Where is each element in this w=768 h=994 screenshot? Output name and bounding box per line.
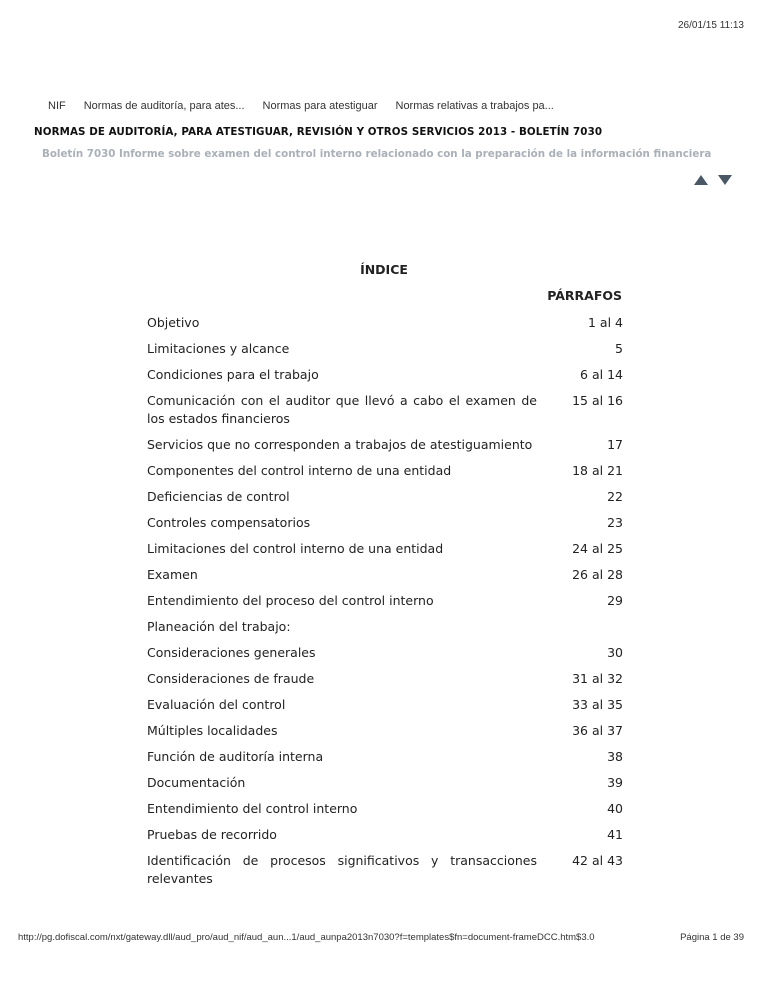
toc-row bbox=[147, 796, 623, 822]
toc-entry-paragraphs: 31 al 32 bbox=[572, 671, 623, 686]
toc-row bbox=[147, 744, 623, 770]
toc-entry-label: Documentación bbox=[147, 775, 246, 790]
toc-row bbox=[147, 536, 623, 562]
toc-entry-paragraphs: 17 bbox=[607, 437, 623, 452]
toc-entry-label: Identificación de procesos significativos y transacciones relevantes bbox=[147, 853, 537, 886]
toc-entry-paragraphs: 24 al 25 bbox=[572, 541, 623, 556]
toc-row bbox=[147, 666, 623, 692]
document-navigation bbox=[693, 172, 733, 188]
toc-entry-paragraphs: 39 bbox=[607, 775, 623, 790]
toc-entry-label: Evaluación del control bbox=[147, 697, 286, 712]
toc-entry-label: Componentes del control interno de una entidad bbox=[147, 463, 452, 478]
toc-row bbox=[147, 310, 623, 336]
toc-entry-label: Entendimiento del proceso del control interno bbox=[147, 593, 434, 608]
index-title-text: ÍNDICE bbox=[360, 262, 408, 277]
breadcrumb-item-normas-trabajos[interactable]: Normas relativas a trabajos pa... bbox=[395, 100, 554, 112]
document-subtitle: Boletín 7030 Informe sobre examen del control interno relacionado con la preparación de la información financiera bbox=[42, 148, 712, 160]
print-timestamp: 26/01/15 11:13 bbox=[678, 20, 744, 31]
toc-row bbox=[147, 640, 623, 666]
toc-entry-paragraphs: 23 bbox=[607, 515, 623, 530]
toc-entry-label: Consideraciones de fraude bbox=[147, 671, 315, 686]
toc-row bbox=[147, 432, 623, 458]
toc-entry-paragraphs: 33 al 35 bbox=[572, 697, 623, 712]
toc-entry-paragraphs: 15 al 16 bbox=[572, 393, 623, 408]
toc-entry-paragraphs: 5 bbox=[615, 341, 623, 356]
toc-entry-label: Función de auditoría interna bbox=[147, 749, 324, 764]
toc-entry-label: Limitaciones del control interno de una entidad bbox=[147, 541, 444, 556]
index-title bbox=[0, 262, 768, 277]
toc-entry-label: Comunicación con el auditor que llevó a cabo el examen de los estados financieros bbox=[147, 393, 537, 426]
toc-entry-label: Condiciones para el trabajo bbox=[147, 367, 319, 382]
toc-row bbox=[147, 484, 623, 510]
breadcrumb-item-normas-atestiguar[interactable]: Normas para atestiguar bbox=[262, 100, 378, 112]
breadcrumb-item-nif[interactable]: NIF bbox=[48, 100, 66, 112]
triangle-down-icon[interactable] bbox=[717, 172, 733, 188]
toc-entry-paragraphs: 26 al 28 bbox=[572, 567, 623, 582]
toc-entry-paragraphs: 6 al 14 bbox=[580, 367, 623, 382]
toc-row bbox=[147, 614, 623, 640]
toc-entry-label: Deficiencias de control bbox=[147, 489, 290, 504]
table-of-contents bbox=[147, 310, 623, 892]
toc-entry-label: Pruebas de recorrido bbox=[147, 827, 277, 842]
toc-entry-label: Planeación del trabajo: bbox=[147, 619, 291, 634]
toc-row bbox=[147, 562, 623, 588]
toc-row bbox=[147, 510, 623, 536]
toc-row bbox=[147, 770, 623, 796]
toc-row bbox=[147, 458, 623, 484]
toc-row bbox=[147, 336, 623, 362]
toc-entry-label: Examen bbox=[147, 567, 198, 582]
toc-entry-label: Múltiples localidades bbox=[147, 723, 278, 738]
toc-row bbox=[147, 388, 623, 432]
toc-entry-paragraphs: 1 al 4 bbox=[588, 315, 623, 330]
toc-row bbox=[147, 718, 623, 744]
toc-entry-label: Servicios que no corresponden a trabajos de atestiguamiento bbox=[147, 437, 533, 452]
toc-entry-label: Consideraciones generales bbox=[147, 645, 316, 660]
book-title: NORMAS DE AUDITORÍA, PARA ATESTIGUAR, REVISIÓN Y OTROS SERVICIOS 2013 - BOLETÍN 7030 bbox=[34, 126, 603, 138]
toc-entry-paragraphs: 30 bbox=[607, 645, 623, 660]
breadcrumb-item-normas-auditoria[interactable]: Normas de auditoría, para ates... bbox=[83, 100, 245, 112]
triangle-up-icon[interactable] bbox=[693, 172, 709, 188]
toc-entry-paragraphs: 41 bbox=[607, 827, 623, 842]
toc-entry-paragraphs: 38 bbox=[607, 749, 623, 764]
toc-entry-paragraphs: 40 bbox=[607, 801, 623, 816]
footer-page-number: Página 1 de 39 bbox=[680, 932, 744, 943]
toc-row bbox=[147, 692, 623, 718]
toc-entry-paragraphs: 36 al 37 bbox=[572, 723, 623, 738]
toc-row bbox=[147, 362, 623, 388]
footer-url: http://pg.dofiscal.com/nxt/gateway.dll/aud_pro/aud_nif/aud_aun...1/aud_aunpa2013n7030?f=templates$fn=document-frameDCC.htm$3.0 bbox=[18, 932, 595, 943]
toc-row bbox=[147, 822, 623, 848]
breadcrumb bbox=[48, 100, 572, 112]
toc-row bbox=[147, 588, 623, 614]
toc-entry-label: Controles compensatorios bbox=[147, 515, 311, 530]
toc-entry-label: Entendimiento del control interno bbox=[147, 801, 358, 816]
toc-entry-paragraphs: 18 al 21 bbox=[572, 463, 623, 478]
toc-entry-label: Objetivo bbox=[147, 315, 200, 330]
toc-entry-paragraphs: 22 bbox=[607, 489, 623, 504]
toc-entry-paragraphs: 42 al 43 bbox=[572, 853, 623, 868]
toc-entry-label: Limitaciones y alcance bbox=[147, 341, 290, 356]
toc-row bbox=[147, 848, 623, 892]
paragraphs-column-header: PÁRRAFOS bbox=[547, 288, 622, 303]
toc-entry-paragraphs: 29 bbox=[607, 593, 623, 608]
